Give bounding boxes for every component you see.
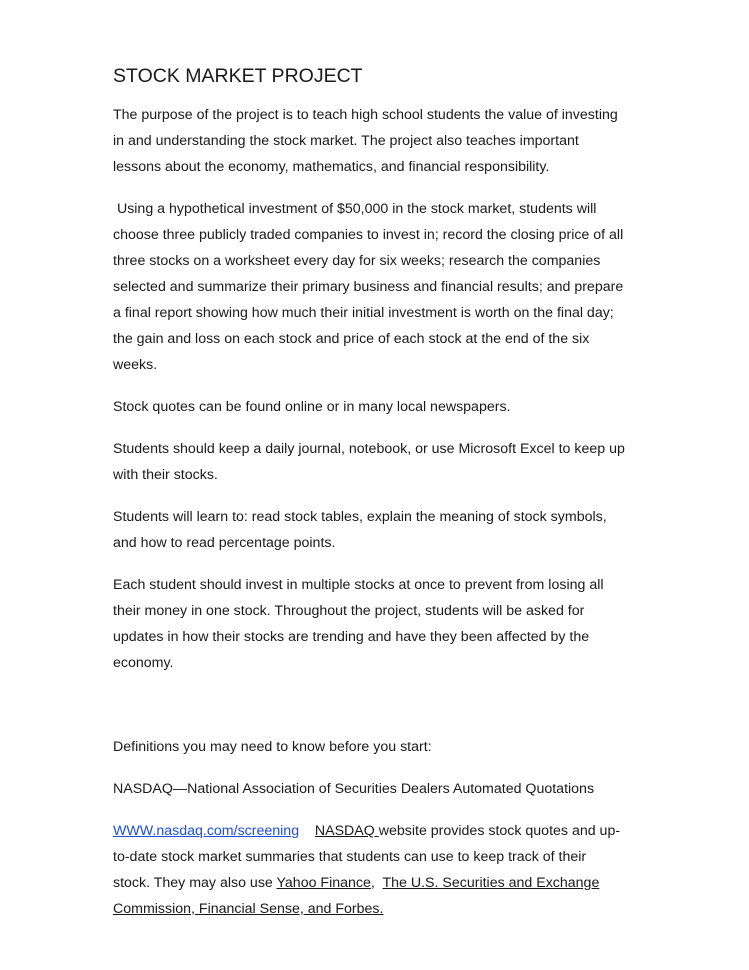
paragraph xyxy=(113,436,673,488)
text: website provides stock quotes and up- xyxy=(378,823,621,839)
text: stock. They may also use xyxy=(113,875,277,891)
paragraph-line: with their stocks. xyxy=(113,467,218,483)
paragraph-line: The purpose of the project is to teach high school students the value of investing xyxy=(113,107,618,123)
paragraph-line: selected and summarize their primary business and financial results; and prepare xyxy=(113,279,624,295)
paragraph-line: Students should keep a daily journal, notebook, or use Microsoft Excel to keep up xyxy=(113,441,625,457)
text: , xyxy=(370,875,383,891)
paragraph-line: Students will learn to: read stock tables, explain the meaning of stock symbols, xyxy=(113,509,607,525)
paragraph-line: economy. xyxy=(113,655,174,671)
text: to-date stock market summaries that students can use to keep track of their xyxy=(113,849,587,865)
paragraph xyxy=(113,504,673,556)
yahoo-finance-link[interactable]: Yahoo Finance xyxy=(276,875,371,891)
other-sources-links[interactable]: Commission, Financial Sense, and Forbes. xyxy=(113,901,384,917)
paragraph-line: a final report showing how much their initial investment is worth on the final day; xyxy=(113,305,614,321)
nasdaq-link[interactable]: NASDAQ xyxy=(314,823,379,839)
sec-link[interactable]: The U.S. Securities and Exchange xyxy=(382,875,600,891)
paragraph-line: Each student should invest in multiple stocks at once to prevent from losing all xyxy=(113,577,604,593)
paragraph-line: Using a hypothetical investment of $50,000 in the stock market, students will xyxy=(113,201,597,217)
paragraph-line: Stock quotes can be found online or in many local newspapers. xyxy=(113,399,511,415)
paragraph-line: three stocks on a worksheet every day for six weeks; research the companies xyxy=(113,253,601,269)
body-paragraphs xyxy=(113,102,673,676)
paragraph-line: lessons about the economy, mathematics, and financial responsibility. xyxy=(113,159,550,175)
paragraph xyxy=(113,394,673,420)
paragraph-line: choose three publicly traded companies to invest in; record the closing price of all xyxy=(113,227,624,243)
paragraph-line: weeks. xyxy=(113,357,158,373)
nasdaq-screening-link[interactable]: WWW.nasdaq.com/screening xyxy=(113,823,300,839)
paragraph xyxy=(113,102,673,180)
paragraph-line: updates in how their stocks are trending and have they been affected by the xyxy=(113,629,590,645)
paragraph xyxy=(113,572,673,676)
paragraph-line: and how to read percentage points. xyxy=(113,535,336,551)
resources-paragraph xyxy=(113,818,673,922)
paragraph-line: their money in one stock. Throughout the project, students will be asked for xyxy=(113,603,585,619)
definitions-heading: Definitions you may need to know before you start: xyxy=(113,739,432,755)
document-page xyxy=(113,62,673,938)
page-title: STOCK MARKET PROJECT xyxy=(113,65,363,87)
paragraph xyxy=(113,196,673,378)
nasdaq-definition: NASDAQ—National Association of Securities Dealers Automated Quotations xyxy=(113,781,595,797)
paragraph-line: the gain and loss on each stock and price of each stock at the end of the six xyxy=(113,331,590,347)
paragraph-line: in and understanding the stock market. The project also teaches important xyxy=(113,133,579,149)
